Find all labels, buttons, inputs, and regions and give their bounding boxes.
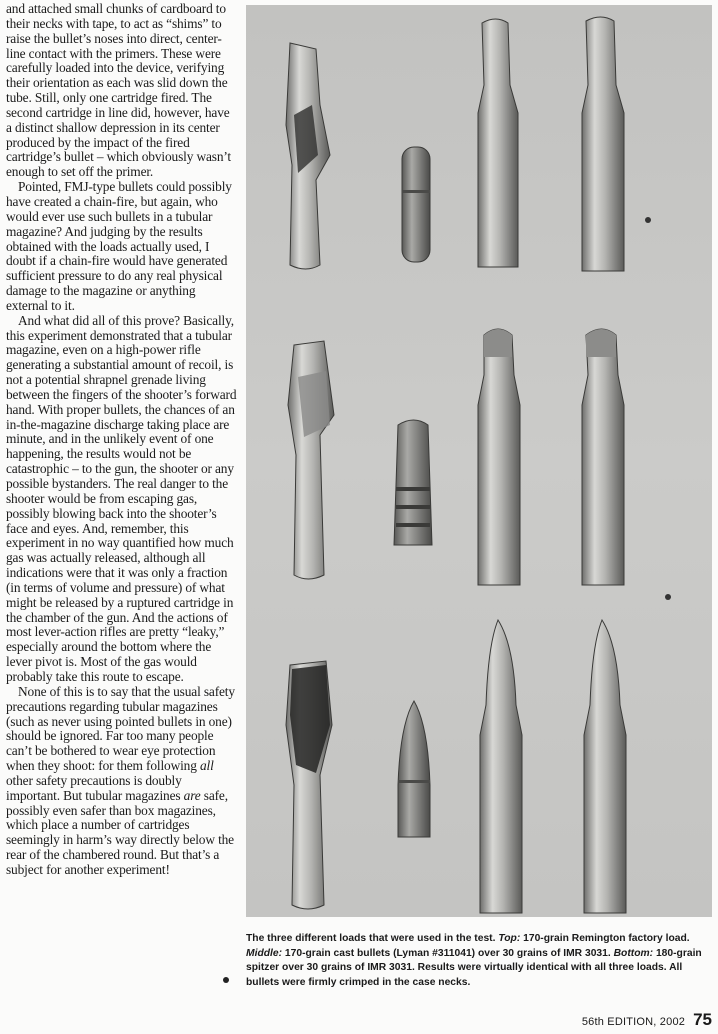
cartridges-photo xyxy=(246,5,712,917)
photo-caption: The three different loads that were used in the test. Top: 170-grain Remington factory load. Middle: 170-grain cast bullets (Lyman #311041) over 30 grains of IMR 3031. Bottom: 180-grain spitzer over 30 grains of IMR 3031. Results were virtually identical with all three loads. All bullets were firmly crimped in the case necks. xyxy=(246,933,702,988)
paragraph-2: Pointed, FMJ-type bullets could possibly have created a chain-fire, but again, who would ever use such bullets in a tubular magazine? And judging by the results obtained with the loads actually used, I doubt if a chain-fire would have generated sufficient pressure to do any real physical damage to the magazine or anything external to it. xyxy=(6,179,232,313)
page-footer xyxy=(582,1010,712,1030)
article-column xyxy=(6,2,238,878)
paragraph-4: None of this is to say that the usual safety precautions regarding tubular magazines (such as never using pointed bullets in one) should be ignored. Far too many people can’t be bothered to wear eye protection when they shoot: for them following all other safety precautions is doubly important. But tubular magazines are safe, possibly even safer than box magazines, which place a number of cartridges seemingly in harm’s way directly below the rear of the chambered round. But that’s a subject for another experiment! xyxy=(6,683,235,877)
cartridge-middle-a xyxy=(478,329,520,585)
paragraph-1: and attached small chunks of cardboard to their necks with tape, to act as “shims” to raise the bullet’s noses into direct, center-line contact with the primers. These were carefully loaded into the device, verifying their orientation as each was slid down the tube. Still, only one cartridge fired. The second cartridge in line did, however, have a distinct shallow depression in its center produced by the impact of the fired cartridge’s bullet – which obviously wasn’t enough to set off the primer. xyxy=(6,1,231,180)
cartridge-middle-b xyxy=(582,329,624,585)
end-of-article-dot xyxy=(223,977,229,983)
bullet-top xyxy=(402,147,430,262)
paragraph-3: And what did all of this prove? Basically, this experiment demonstrated that a tubular magazine, even on a high-power rifle generating a substantial amount of recoil, is not a potential shrapnel grenade living between the fingers of the shooter’s forward hand. With proper bullets, the chances of an in-the-magazine discharge taking place are minute, and in the unlikely event of one happening, the results would not be catastrophic – to the gun, the shooter or any possible bystanders. The real danger to the shooter would be from escaping gas, possibly blowing back into the shooter’s face and eyes. And, remember, this experiment in no way quantified how much gas was actually released, although all indications were that it was only a fraction (in terms of volume and pressure) of what might be released by a ruptured cartridge in the chamber of the gun. And the actions of most lever-action rifles are pretty “leaky,” especially around the bottom where the lever pivot is. Most of the gas would probably take this route to escape. xyxy=(6,312,237,684)
edition-label: 56th EDITION, 2002 xyxy=(581,1016,686,1028)
page-number: 75 xyxy=(693,1010,712,1029)
